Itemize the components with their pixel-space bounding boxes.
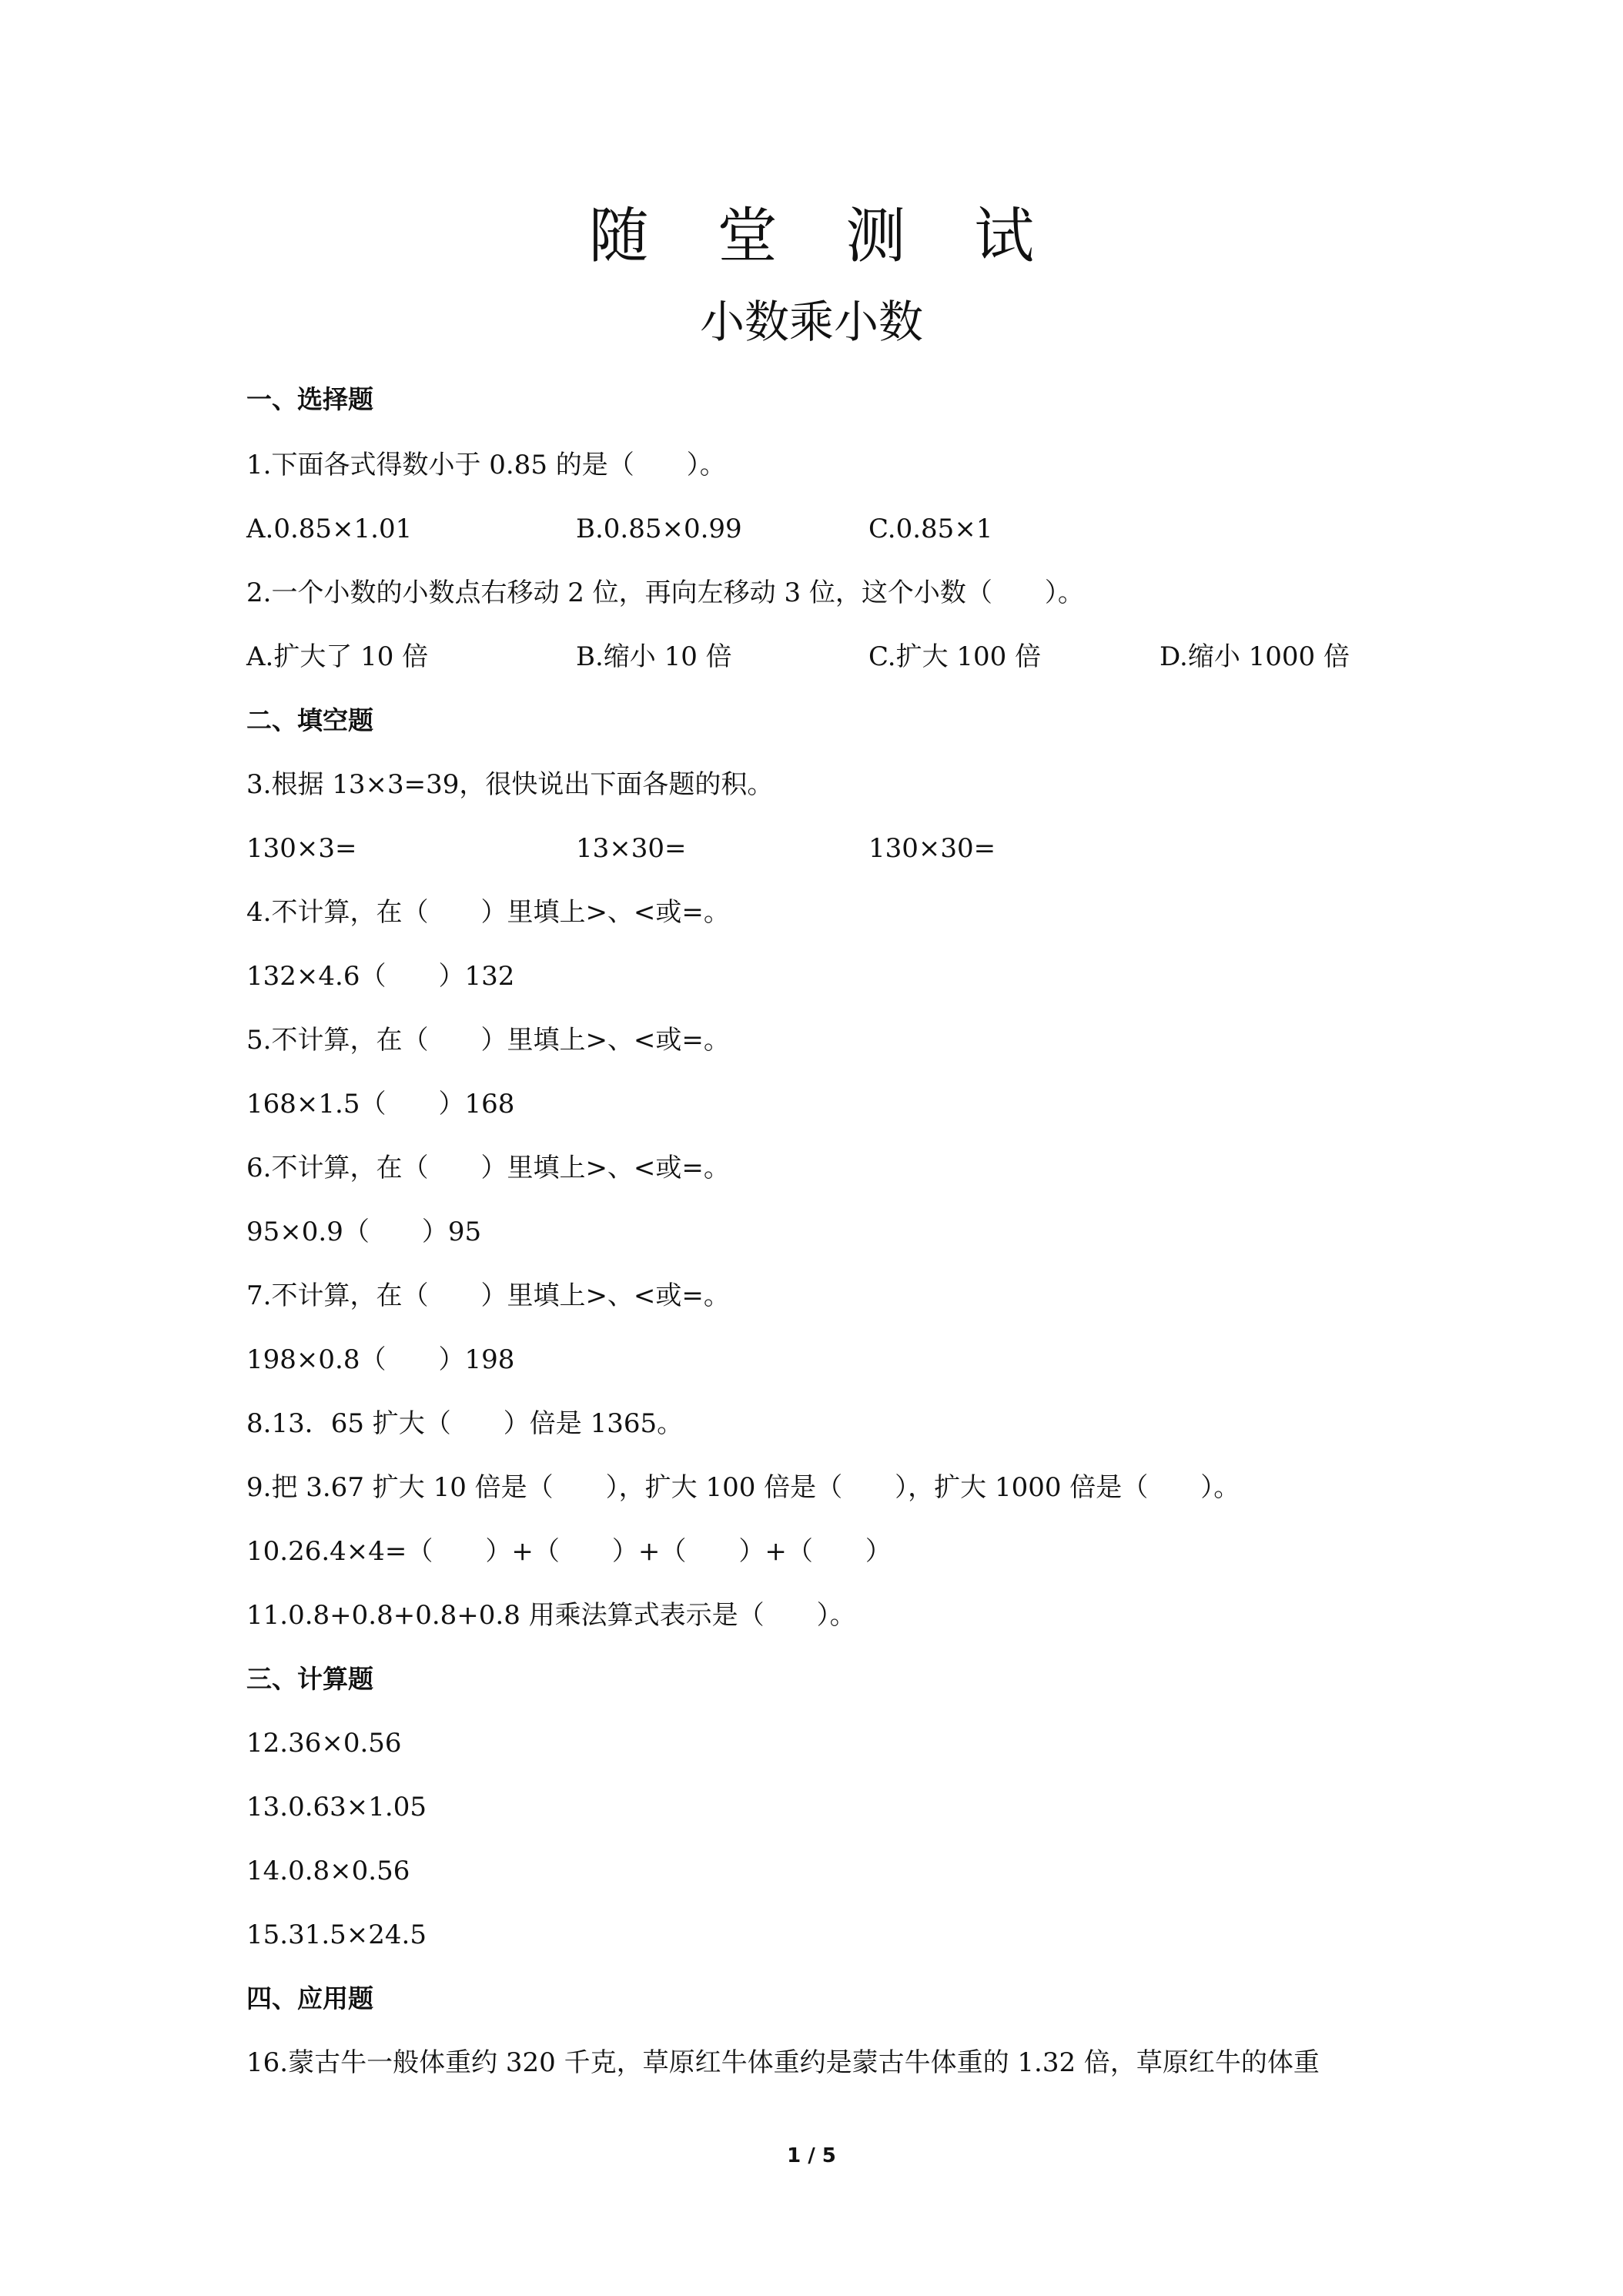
- question-11: 11.0.8+0.8+0.8+0.8 用乘法算式表示是（ ）。: [246, 1600, 856, 1631]
- question-4-expression: 132×4.6（ ）132: [246, 961, 515, 992]
- page-title: 随 堂 测 试: [588, 202, 1059, 271]
- question-10: 10.26.4×4=（ ）+（ ）+（ ）+（ ）: [246, 1536, 892, 1567]
- question-1: 1.下面各式得数小于 0.85 的是（ ）。: [246, 450, 726, 480]
- question-7-expression: 198×0.8（ ）198: [246, 1344, 515, 1375]
- calc-item: 130×30=: [868, 833, 996, 864]
- question-3-items: [246, 830, 1401, 867]
- question-6-expression: 95×0.9（ ）95: [246, 1217, 482, 1247]
- section-heading-choice: 一、选择题: [246, 384, 373, 414]
- calc-item: 13×30=: [576, 833, 687, 864]
- calc-item: 130×3=: [246, 833, 357, 864]
- question-13: 13.0.63×1.05: [246, 1792, 427, 1822]
- section-heading-application: 四、应用题: [246, 1983, 373, 2013]
- question-15: 15.31.5×24.5: [246, 1919, 427, 1950]
- option-a: A.扩大了 10 倍: [246, 641, 429, 672]
- question-16: 16.蒙古牛一般体重约 320 千克，草原红牛体重约是蒙古牛体重的 1.32 倍，草原红牛的体重: [246, 2047, 1320, 2078]
- question-2: 2.一个小数的小数点右移动 2 位，再向左移动 3 位，这个小数（ ）。: [246, 577, 1084, 608]
- question-4: 4.不计算，在（ ）里填上>、<或=。: [246, 897, 730, 928]
- page-number: 1 / 5: [787, 2144, 836, 2167]
- question-14: 14.0.8×0.56: [246, 1856, 410, 1886]
- question-7: 7.不计算，在（ ）里填上>、<或=。: [246, 1280, 730, 1311]
- question-5: 5.不计算，在（ ）里填上>、<或=。: [246, 1025, 730, 1056]
- option-c: C.扩大 100 倍: [868, 641, 1042, 672]
- option-b: B.0.85×0.99: [576, 514, 742, 544]
- question-6: 6.不计算，在（ ）里填上>、<或=。: [246, 1153, 730, 1183]
- option-c: C.0.85×1: [868, 514, 993, 544]
- section-heading-calc: 三、计算题: [246, 1664, 373, 1694]
- question-9: 9.把 3.67 扩大 10 倍是（ ），扩大 100 倍是（ ），扩大 1000 倍是（ ）。: [246, 1472, 1240, 1503]
- question-12: 12.36×0.56: [246, 1728, 402, 1759]
- question-1-options: [246, 510, 1401, 547]
- section-heading-fill: 二、填空题: [246, 705, 373, 735]
- page-subtitle: 小数乘小数: [699, 296, 923, 348]
- option-d: D.缩小 1000 倍: [1160, 641, 1350, 672]
- question-2-options: [246, 638, 1401, 675]
- question-5-expression: 168×1.5（ ）168: [246, 1089, 515, 1120]
- question-3: 3.根据 13×3=39，很快说出下面各题的积。: [246, 769, 774, 800]
- question-8: 8.13．65 扩大（ ）倍是 1365。: [246, 1408, 684, 1439]
- option-a: A.0.85×1.01: [246, 514, 413, 544]
- option-b: B.缩小 10 倍: [576, 641, 732, 672]
